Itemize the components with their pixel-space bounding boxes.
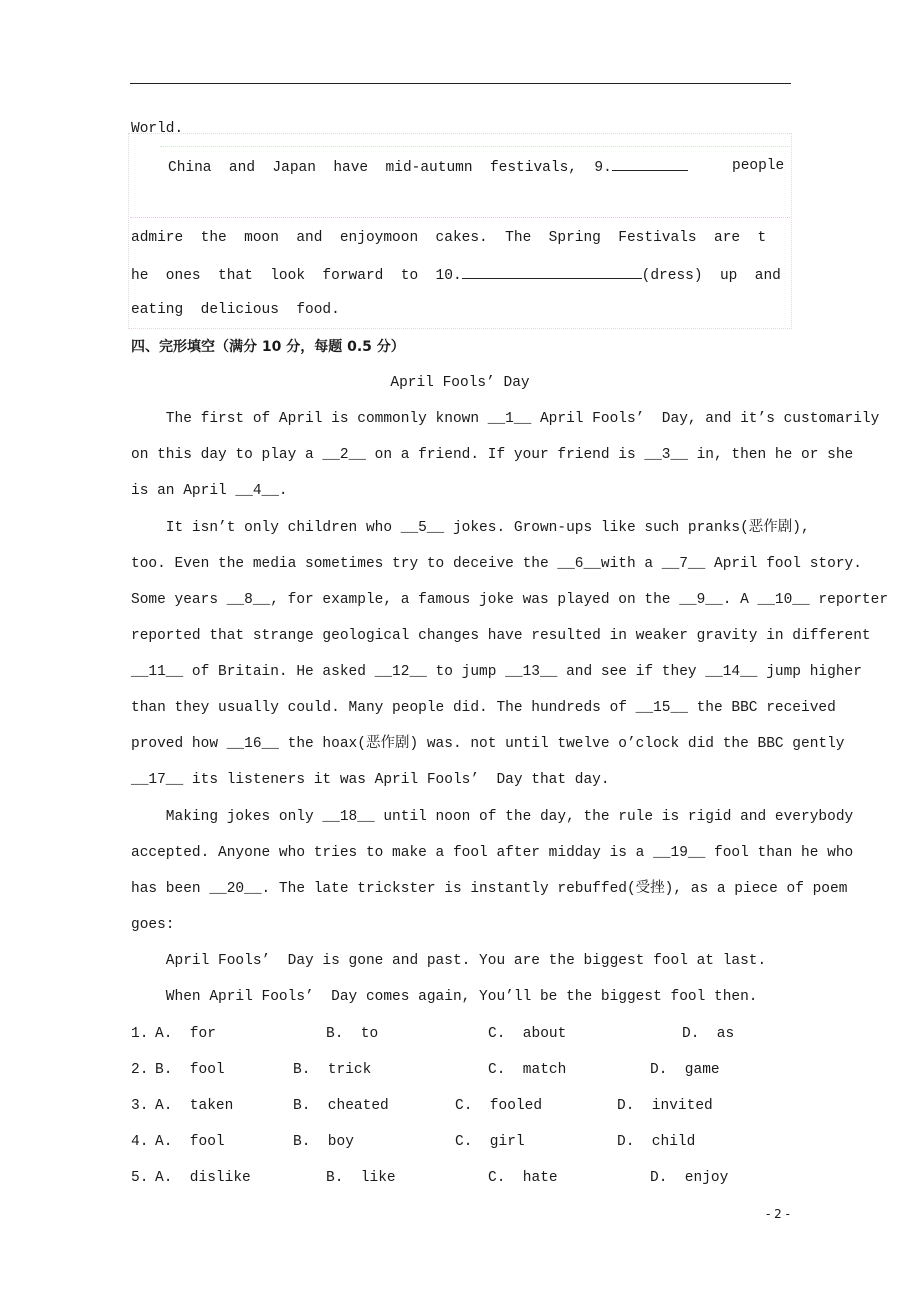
dotted-frame bbox=[160, 146, 790, 147]
passage-line: goes: bbox=[131, 917, 175, 933]
passage-line: accepted. Anyone who tries to make a fool after midday is a __19__ fool than he who bbox=[131, 845, 854, 861]
passage-line: has been __20__. The late trickster is instantly rebuffed(受挫), as a piece of poem bbox=[131, 881, 848, 897]
option-a[interactable]: A. taken bbox=[155, 1098, 234, 1114]
option-c[interactable]: C. fooled bbox=[455, 1098, 543, 1114]
header-rule bbox=[130, 83, 791, 84]
text-line bbox=[131, 264, 781, 286]
option-b[interactable]: B. cheated bbox=[293, 1098, 389, 1114]
option-c[interactable]: C. about bbox=[488, 1026, 567, 1042]
passage-line: __11__ of Britain. He asked __12__ to jump __13__ and see if they __14__ jump higher bbox=[131, 664, 862, 680]
poem-line: April Fools’ Day is gone and past. You are the biggest fool at last. bbox=[131, 953, 767, 969]
passage-line: The first of April is commonly known __1__ April Fools’ Day, and it’s customarily bbox=[131, 411, 880, 427]
option-a[interactable]: A. dislike bbox=[155, 1170, 251, 1186]
text-line: eating delicious food. bbox=[131, 302, 340, 318]
text-fragment: (dress) up and bbox=[641, 268, 781, 284]
option-b[interactable]: B. like bbox=[326, 1170, 396, 1186]
passage-line: proved how __16__ the hoax(恶作剧) was. not until twelve o’clock did the BBC gently bbox=[131, 736, 845, 752]
section-heading: 四、完形填空（满分 10 分，每题 0.5 分） bbox=[131, 339, 405, 355]
question-number: 4. bbox=[131, 1134, 149, 1150]
text-line: admire the moon and enjoymoon cakes. The Spring Festivals are t bbox=[131, 230, 767, 246]
passage-line: Making jokes only __18__ until noon of the day, the rule is rigid and everybody bbox=[131, 809, 854, 825]
text-fragment: he ones that look forward to 10. bbox=[131, 268, 462, 284]
option-d[interactable]: D. child bbox=[617, 1134, 696, 1150]
passage-line: than they usually could. Many people did. The hundreds of __15__ the BBC received bbox=[131, 700, 836, 716]
text-fragment: China and Japan have mid-autumn festivals, 9. bbox=[168, 160, 612, 176]
text-fragment: people bbox=[732, 158, 785, 174]
question-number: 2. bbox=[131, 1062, 149, 1078]
answer-blank-10[interactable] bbox=[462, 264, 642, 279]
passage-line: reported that strange geological changes have resulted in weaker gravity in different bbox=[131, 628, 871, 644]
passage-line: too. Even the media sometimes try to deceive the __6__with a __7__ April fool story. bbox=[131, 556, 862, 572]
option-a[interactable]: A. for bbox=[155, 1026, 216, 1042]
answer-blank-9[interactable] bbox=[612, 156, 688, 171]
poem-line: When April Fools’ Day comes again, You’ll be the biggest fool then. bbox=[131, 989, 758, 1005]
option-b[interactable]: B. to bbox=[326, 1026, 379, 1042]
question-number: 1. bbox=[131, 1026, 149, 1042]
option-b[interactable]: B. trick bbox=[293, 1062, 372, 1078]
dotted-frame bbox=[130, 217, 790, 218]
option-c[interactable]: C. match bbox=[488, 1062, 567, 1078]
text-line: World. bbox=[131, 121, 184, 137]
option-d[interactable]: D. as bbox=[682, 1026, 735, 1042]
question-number: 3. bbox=[131, 1098, 149, 1114]
passage-title: April Fools’ Day bbox=[390, 375, 530, 391]
passage-line: __17__ its listeners it was April Fools’ Day that day. bbox=[131, 772, 610, 788]
passage-line: is an April __4__. bbox=[131, 483, 288, 499]
option-c[interactable]: C. hate bbox=[488, 1170, 558, 1186]
passage-line: on this day to play a __2__ on a friend. If your friend is __3__ in, then he or she bbox=[131, 447, 854, 463]
passage-line: Some years __8__, for example, a famous joke was played on the __9__. A __10__ reporter bbox=[131, 592, 889, 608]
text-line bbox=[168, 156, 688, 178]
option-d[interactable]: D. invited bbox=[617, 1098, 713, 1114]
option-b[interactable]: B. boy bbox=[293, 1134, 354, 1150]
question-number: 5. bbox=[131, 1170, 149, 1186]
option-c[interactable]: C. girl bbox=[455, 1134, 525, 1150]
option-a[interactable]: A. fool bbox=[155, 1134, 225, 1150]
option-a[interactable]: B. fool bbox=[155, 1062, 225, 1078]
option-d[interactable]: D. enjoy bbox=[650, 1170, 729, 1186]
option-d[interactable]: D. game bbox=[650, 1062, 720, 1078]
passage-line: It isn’t only children who __5__ jokes. Grown-ups like such pranks(恶作剧), bbox=[131, 520, 810, 536]
page-number: - 2 - bbox=[766, 1207, 790, 1221]
